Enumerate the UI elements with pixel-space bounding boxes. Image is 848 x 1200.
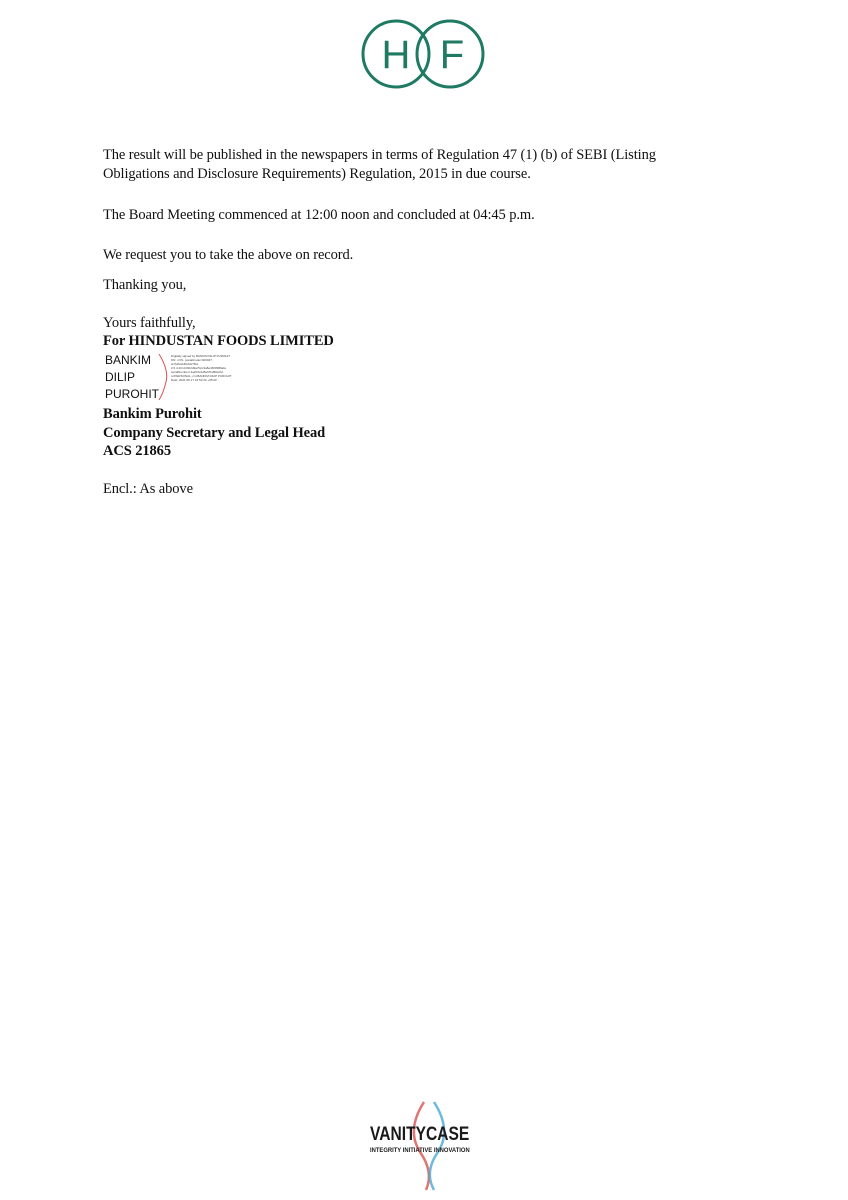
enclosure-note: Encl.: As above (103, 481, 193, 497)
logo-letter-h: H (381, 33, 411, 77)
signatory-title: Company Secretary and Legal Head (103, 425, 326, 441)
vanitycase-logo (364, 1100, 484, 1192)
body-paragraph-1-line-2: Obligations and Disclosure Requirements) Regulation, 2015 in due course. (103, 166, 531, 182)
signature-name-line-3: PUROHIT (105, 387, 159, 401)
signatory-name: Bankim Purohit (103, 406, 202, 422)
signatory-membership: ACS 21865 (103, 443, 171, 459)
body-paragraph-2: The Board Meeting commenced at 12:00 noon and concluded at 04:45 p.m. (103, 207, 535, 223)
signature-details: Digitally signed by BANKIM DILIP PUROHIT DN: c=IN, postalCode=400047, st=MAHARASHTRA, 2.5.4.20=d1f1f2d9a7b2c3a8e46f3f9f8a0e, serialNumber=1a2b3c4d5e6f7a8b9c0d, o=PERSONAL, cn=BANKIM DILIP PUROHIT Date: 2021.05.17 16:52:34 +05'30' (171, 354, 232, 382)
digital-signature (105, 350, 235, 402)
signature-name-line-1: BANKIM (105, 353, 152, 367)
signature-check-icon (157, 352, 171, 402)
brand-name: VANITYCASE (370, 1124, 470, 1145)
body-paragraph-3: We request you to take the above on record. (103, 247, 354, 263)
closing-line: Yours faithfully, (103, 315, 196, 331)
brand-tagline: INTEGRITY INITIATIVE INNOVATION (370, 1147, 470, 1154)
hf-logo (360, 16, 486, 92)
body-paragraph-1-line-1: The result will be published in the newspapers in terms of Regulation 47 (1) (b) of SEBI (Listing (103, 147, 656, 163)
company-name: For HINDUSTAN FOODS LIMITED (103, 333, 334, 349)
signature-name-line-2: DILIP (105, 370, 136, 384)
logo-letter-f: F (439, 33, 465, 77)
thanking-line: Thanking you, (103, 277, 187, 293)
swirl-icon (404, 1100, 454, 1192)
